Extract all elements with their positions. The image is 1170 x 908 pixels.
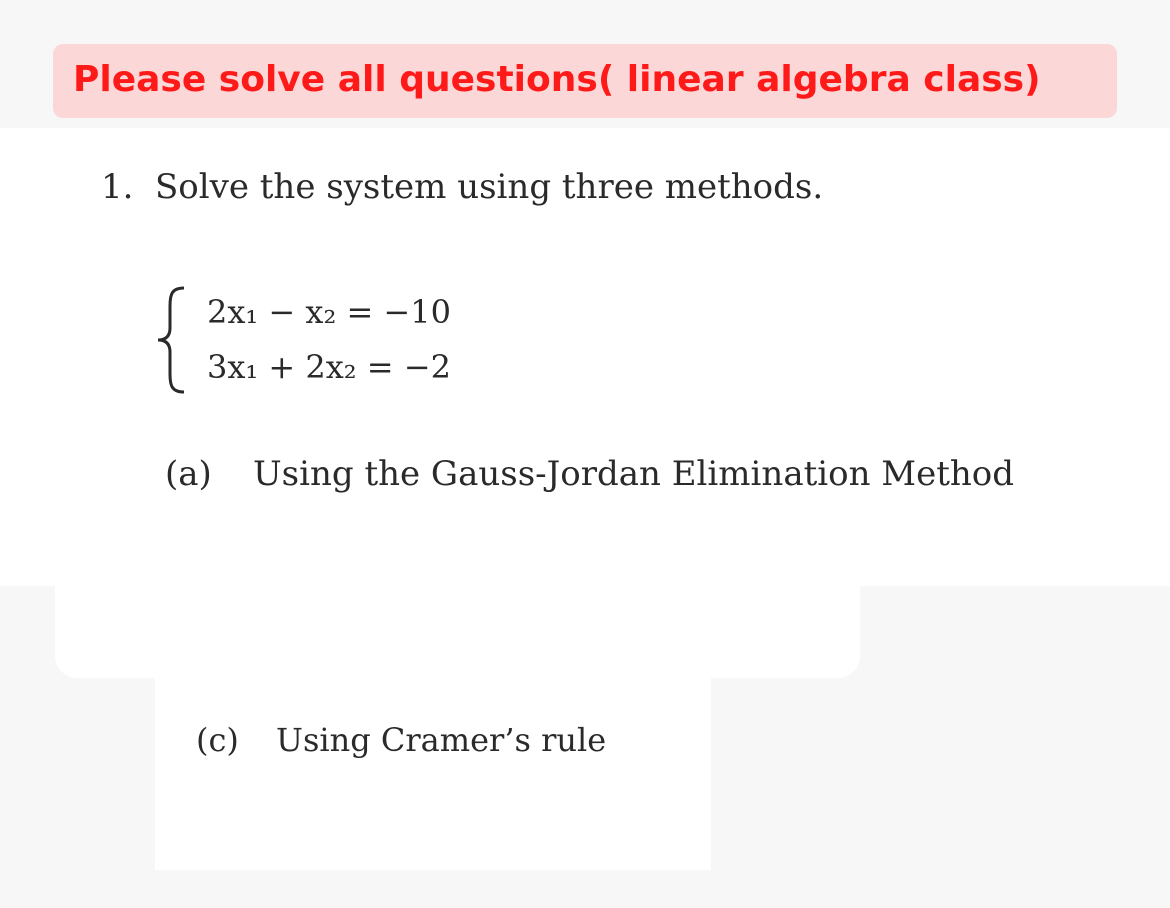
question-number: 1. (101, 167, 134, 207)
question-text: Solve the system using three methods. (155, 167, 824, 207)
part-a-label: (a) (165, 454, 212, 494)
question-image-middle (55, 584, 860, 678)
question-image-bottom (155, 678, 711, 870)
banner-text: Please solve all questions( linear algebra class) (73, 59, 1041, 100)
equation-1: 2x₁ − x₂ = −10 (207, 293, 451, 331)
part-c-text: Using Cramer’s rule (276, 721, 607, 759)
instruction-banner (53, 44, 1117, 118)
part-a-text: Using the Gauss-Jordan Elimination Method (253, 454, 1015, 494)
equation-2: 3x₁ + 2x₂ = −2 (207, 348, 451, 386)
system-brace-icon (150, 284, 190, 396)
part-c-label: (c) (196, 721, 239, 759)
